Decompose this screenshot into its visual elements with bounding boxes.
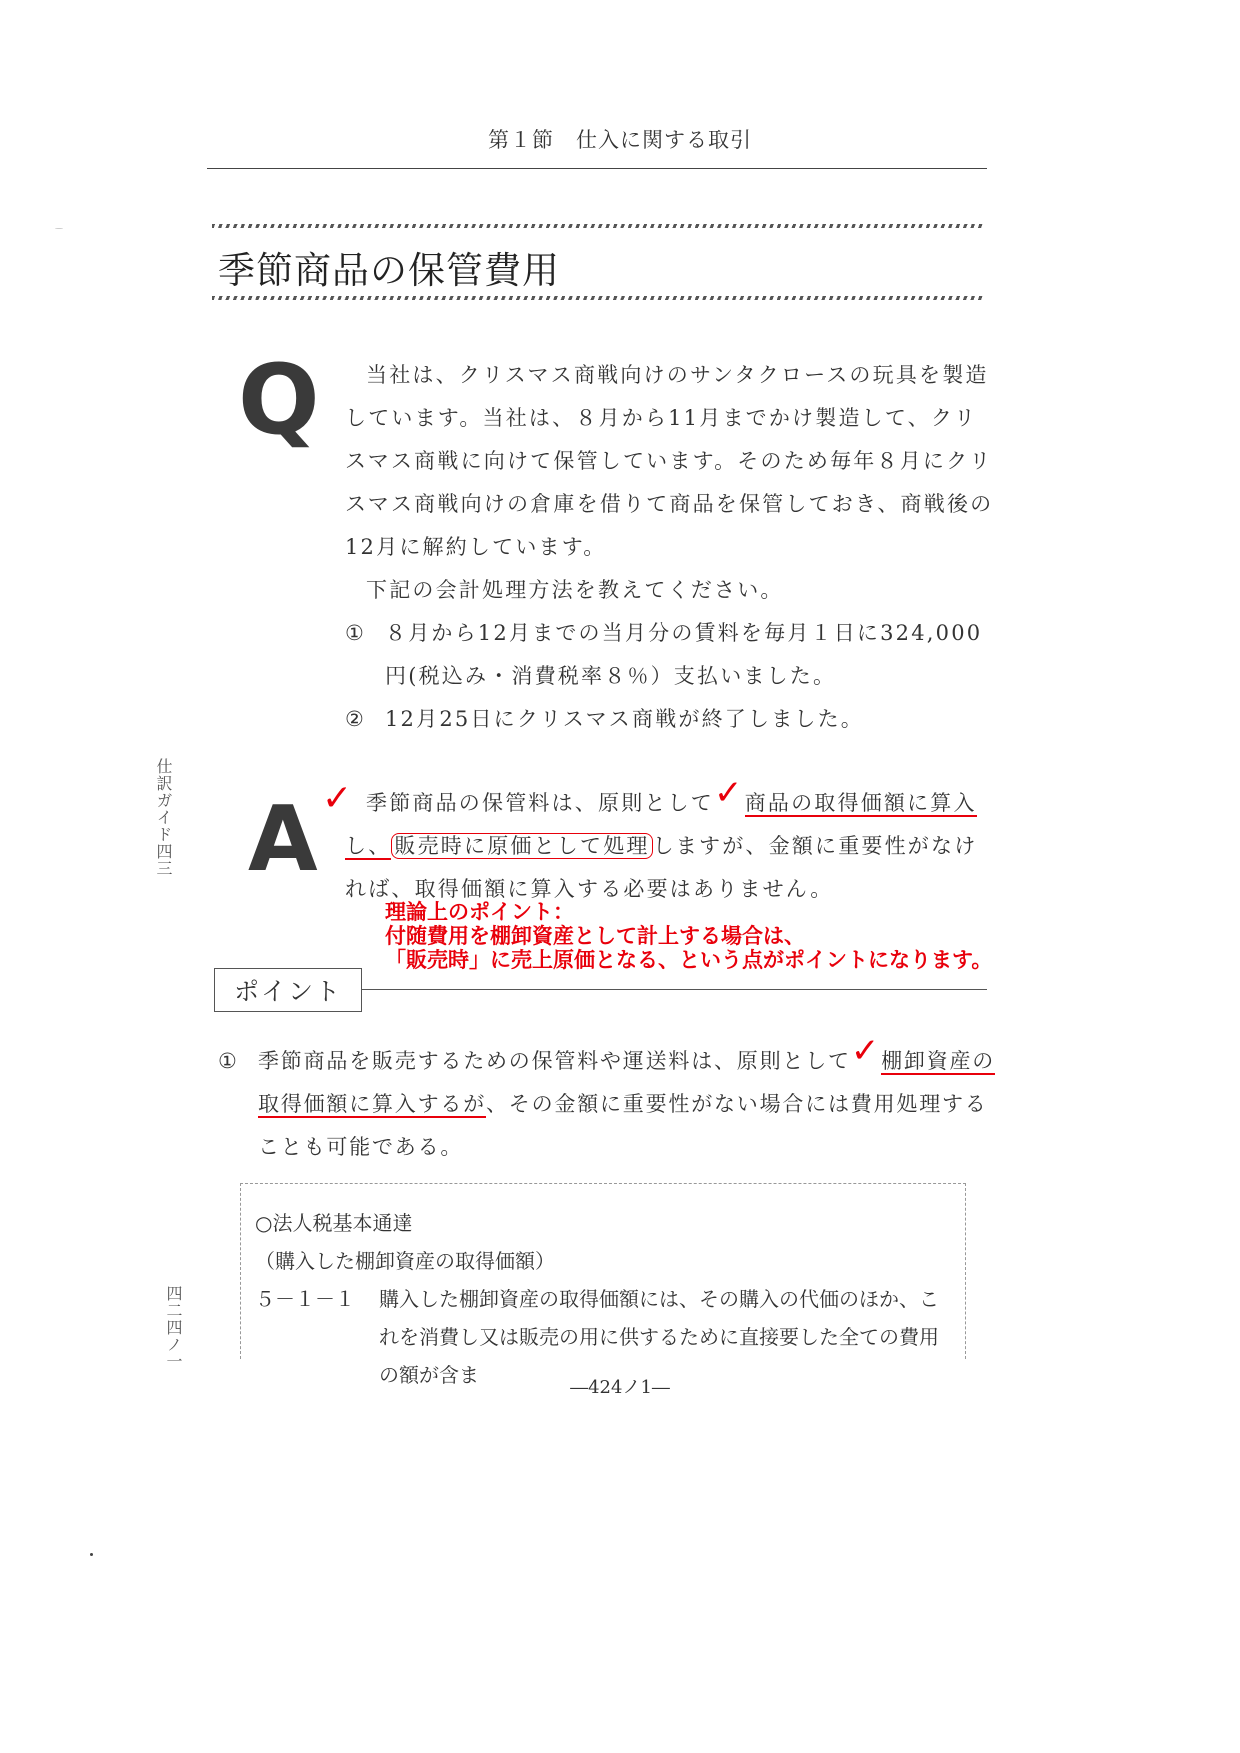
item-number: ①: [345, 621, 367, 645]
header-divider: [207, 168, 987, 169]
check-mark-icon: ✓: [322, 778, 353, 819]
point-highlight-underline: 棚卸資産の取得価額に算入するが: [258, 1049, 996, 1116]
annotation-line-2: 付随費用を棚卸資産として計上する場合は、: [385, 924, 805, 948]
answer-highlight-underline: 商品の取得価額に算入し、: [345, 791, 977, 858]
answer-highlight-box: 販売時に原価として処理: [391, 833, 652, 859]
answer-text-1: 季節商品の保管料は、原則として: [366, 791, 714, 815]
handwritten-annotation: [385, 900, 992, 972]
annotation-line-3: 「販売時」に売上原価となる、という点がポイントになります。: [385, 948, 993, 972]
reference-subtitle: （購入した棚卸資産の取得価額）: [255, 1249, 555, 1273]
item-text: ８月から12月までの当月分の賃料を毎月１日に324,000円(税込み・消費税率８％）支払いました。: [385, 621, 983, 688]
point-text-1: 季節商品を販売するための保管料や運送料は、原則として: [258, 1049, 851, 1073]
point-number: ①: [218, 1049, 239, 1073]
side-label-bottom: 四二四ノ一: [164, 1285, 183, 1370]
scan-speck: [55, 228, 63, 229]
point-text-2: 、その金額に重要性がない場合には費用処理することも可能である。: [258, 1092, 988, 1159]
point-divider: [361, 989, 987, 990]
title-top-border: [212, 224, 985, 228]
item-text: 12月25日にクリスマス商戦が終了しました。: [385, 707, 865, 731]
reference-clause-text: 購入した棚卸資産の取得価額には、その購入の代価のほか、これを消費し又は販売の用に供するために直接要した全ての費用の額が含ま: [379, 1287, 939, 1387]
question-label: Q: [238, 344, 320, 456]
page-number: ―424ノ1―: [570, 1377, 670, 1398]
item-number: ②: [345, 707, 367, 731]
reference-clause-number: ５－１－１: [255, 1287, 355, 1311]
answer-text-2: しますが、金額に重要性がなければ、取得価額に算入する必要はありません。: [345, 834, 978, 901]
question-item-1: [345, 612, 995, 698]
question-instruction: 下記の会計処理方法を教えてください。: [366, 578, 784, 602]
answer-label: A: [248, 787, 318, 892]
question-paragraph: 当社は、クリスマス商戦向けのサンタクロースの玩具を製造しています。当社は、８月から11月までかけ製造して、クリスマス商戦に向けて保管しています。そのため毎年８月にクリスマス商戦向けの倉庫を借りて商品を保管しておき、商戦後の12月に解約しています。: [345, 363, 994, 559]
side-label-top: 仕訳ガイド四三: [154, 758, 173, 877]
annotation-line-1: 理論上のポイント：: [385, 900, 574, 924]
scan-speck: [90, 1553, 93, 1556]
reference-box: [240, 1183, 966, 1387]
question-item-2: [345, 698, 995, 741]
section-header: 第１節 仕入に関する取引: [488, 128, 752, 152]
answer-block: [345, 773, 995, 911]
reference-title: ○法人税基本通達: [255, 1211, 413, 1235]
page-title: 季節商品の保管費用: [218, 249, 560, 292]
point-body: [218, 1031, 998, 1169]
question-block: [345, 354, 995, 741]
check-mark-icon: ✓: [714, 773, 745, 813]
point-heading: ポイント: [214, 968, 362, 1012]
check-mark-icon: ✓: [850, 1031, 882, 1071]
title-bottom-border: [212, 296, 985, 300]
